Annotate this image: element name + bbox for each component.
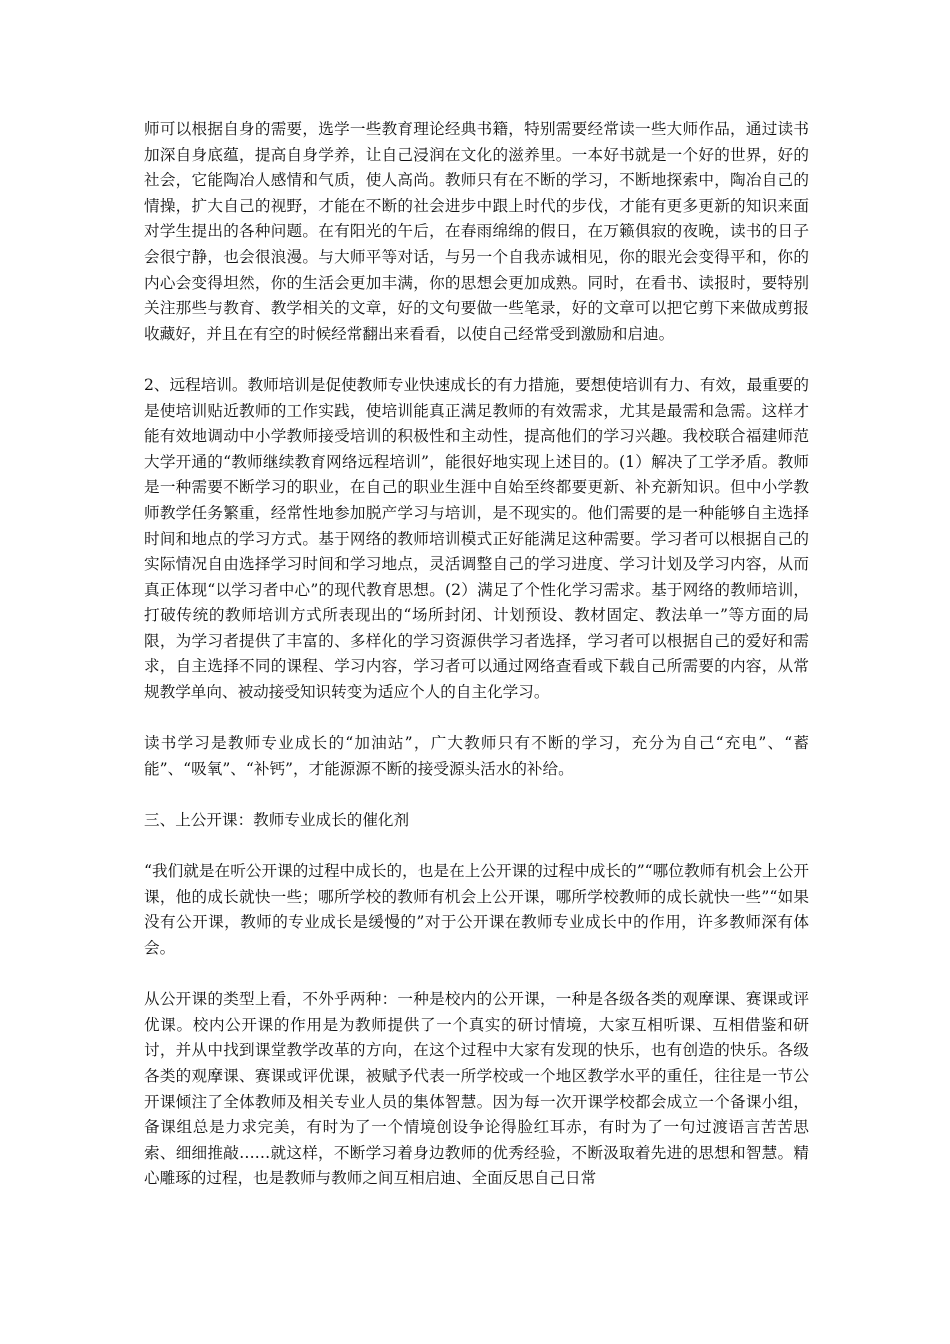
section-heading-open-class: 三、上公开课：教师专业成长的催化剂 [144, 811, 410, 830]
paragraph-reading-books: 师可以根据自身的需要，选学一些教育理论经典书籍，特别需要经常读一些大师作品，通过读书加深自身底蕴，提高自身学养，让自己浸润在文化的滋养里。一本好书就是一个好的世界，好的社会，它能陶冶人感情和气质，使人高尚。教师只有在不断的学习，不断地探索中，陶冶自己的情操，扩大自己的视野，才能在不断的社会进步中跟上时代的步伐，才能有更多更新的知识来面对学生提出的各种问题。在有阳光的午后，在春雨绵绵的假日，在万籁俱寂的夜晚，读书的日子会很宁静，也会很浪漫。与大师平等对话，与另一个自我赤诚相见，你的眼光会变得平和，你的内心会变得坦然，你的生活会更加丰满，你的思想会更加成熟。同时，在看书、读报时，要特别关注那些与教育、教学相关的文章，好的文句要做一些笔录，好的文章可以把它剪下来做成剪报收藏好，并且在有空的时候经常翻出来看看，以使自己经常受到激励和启迪。 [144, 120, 809, 343]
paragraph-reading-summary: 读书学习是教师专业成长的“加油站”，广大教师只有不断的学习，充分为自己“充电”、“蓄能”、“吸氧”、“补钙”，才能源源不断的接受源头活水的补给。 [144, 734, 809, 778]
paragraph-remote-training: 2、远程培训。教师培训是促使教师专业快速成长的有力措施，要想使培训有力、有效，最重要的是使培训贴近教师的工作实践，使培训能真正满足教师的有效需求，尤其是最需和急需。这样才能有效地调动中小学教师接受培训的积极性和主动性，提高他们的学习兴趣。我校联合福建师范大学开通的“教师继续教育网络远程培训”，能很好地实现上述目的。(1）解决了工学矛盾。教师是一种需要不断学习的职业，在自己的职业生涯中自始至终都要更新、补充新知识。但中小学教师教学任务繁重，经常性地参加脱产学习与培训，是不现实的。他们需要的是一种能够自主选择时间和地点的学习方式。基于网络的教师培训模式正好能满足这种需要。学习者可以根据自己的实际情况自由选择学习时间和学习地点，灵活调整自己的学习进度、学习计划及学习内容，从而真正体现“以学习者中心”的现代教育思想。(2）满足了个性化学习需求。基于网络的教师培训，打破传统的教师培训方式所表现出的“场所封闭、计划预设、教材固定、教法单一”等方面的局限，为学习者提供了丰富的、多样化的学习资源供学习者选择，学习者可以根据自己的爱好和需求，自主选择不同的课程、学习内容，学习者可以通过网络查看或下载自己所需要的内容，从常规教学单向、被动接受知识转变为适应个人的自主化学习。 [144, 375, 809, 702]
paragraph-open-class-types: 从公开课的类型上看，不外乎两种：一种是校内的公开课，一种是各级各类的观摩课、赛课或评优课。校内公开课的作用是为教师提供了一个真实的研讨情境，大家互相听课、互相借鉴和研讨，并从中找到课堂教学改革的方向，在这个过程中大家有发现的快乐，也有创造的快乐。各级各类的观摩课、赛课或评优课，被赋予代表一所学校或一个地区教学水平的重任，往往是一节公开课倾注了全体教师及相关专业人员的集体智慧。因为每一次开课学校都会成立一个备课小组，备课组总是力求完美，有时为了一个情境创设争论得脸红耳赤，有时为了一句过渡语言苦苦思索、细细推敲……就这样，不断学习着身边教师的优秀经验，不断汲取着先进的思想和智慧。精心雕琢的过程，也是教师与教师之间互相启迪、全面反思自己日常 [144, 990, 809, 1188]
document-body [144, 117, 809, 1218]
paragraph-open-class-quotes: “我们就是在听公开课的过程中成长的，也是在上公开课的过程中成长的”“哪位教师有机会上公开课，他的成长就快一些；哪所学校的教师有机会上公开课，哪所学校教师的成长就快一些”“如果没有公开课，教师的专业成长是缓慢的”对于公开课在教师专业成长中的作用，许多教师深有体会。 [144, 862, 809, 957]
